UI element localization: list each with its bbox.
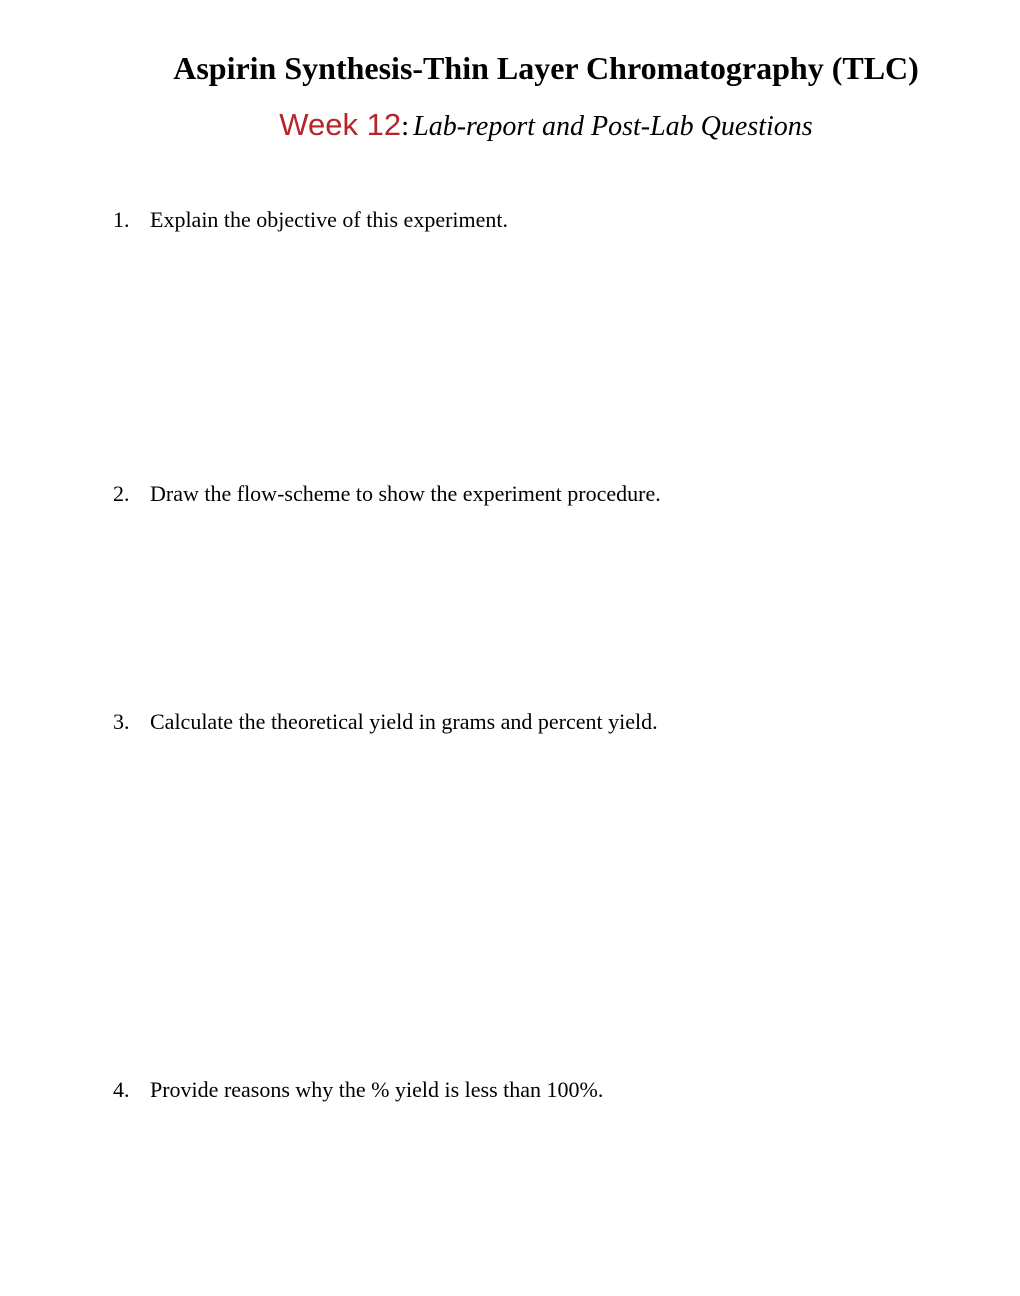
question-item-3 [113,708,658,736]
question-text: Provide reasons why the % yield is less than 100%. [150,1077,604,1102]
question-number: 2. [113,481,130,506]
question-item-2 [113,480,661,508]
document-title: Aspirin Synthesis-Thin Layer Chromatography (TLC) [173,50,919,86]
question-number: 4. [113,1077,130,1102]
document-subtitle [0,104,1020,152]
week-label: Week 12 [279,107,402,142]
question-item-4 [113,1076,603,1104]
question-number: 1. [113,207,130,232]
question-number: 3. [113,709,130,734]
subtitle-text: Lab-report and Post-Lab Questions [413,111,813,142]
week-colon: : [401,110,410,142]
question-item-1 [113,206,508,234]
question-text: Calculate the theoretical yield in grams and percent yield. [150,709,658,734]
question-text: Draw the flow-scheme to show the experiment procedure. [150,481,661,506]
question-text: Explain the objective of this experiment. [150,207,509,232]
